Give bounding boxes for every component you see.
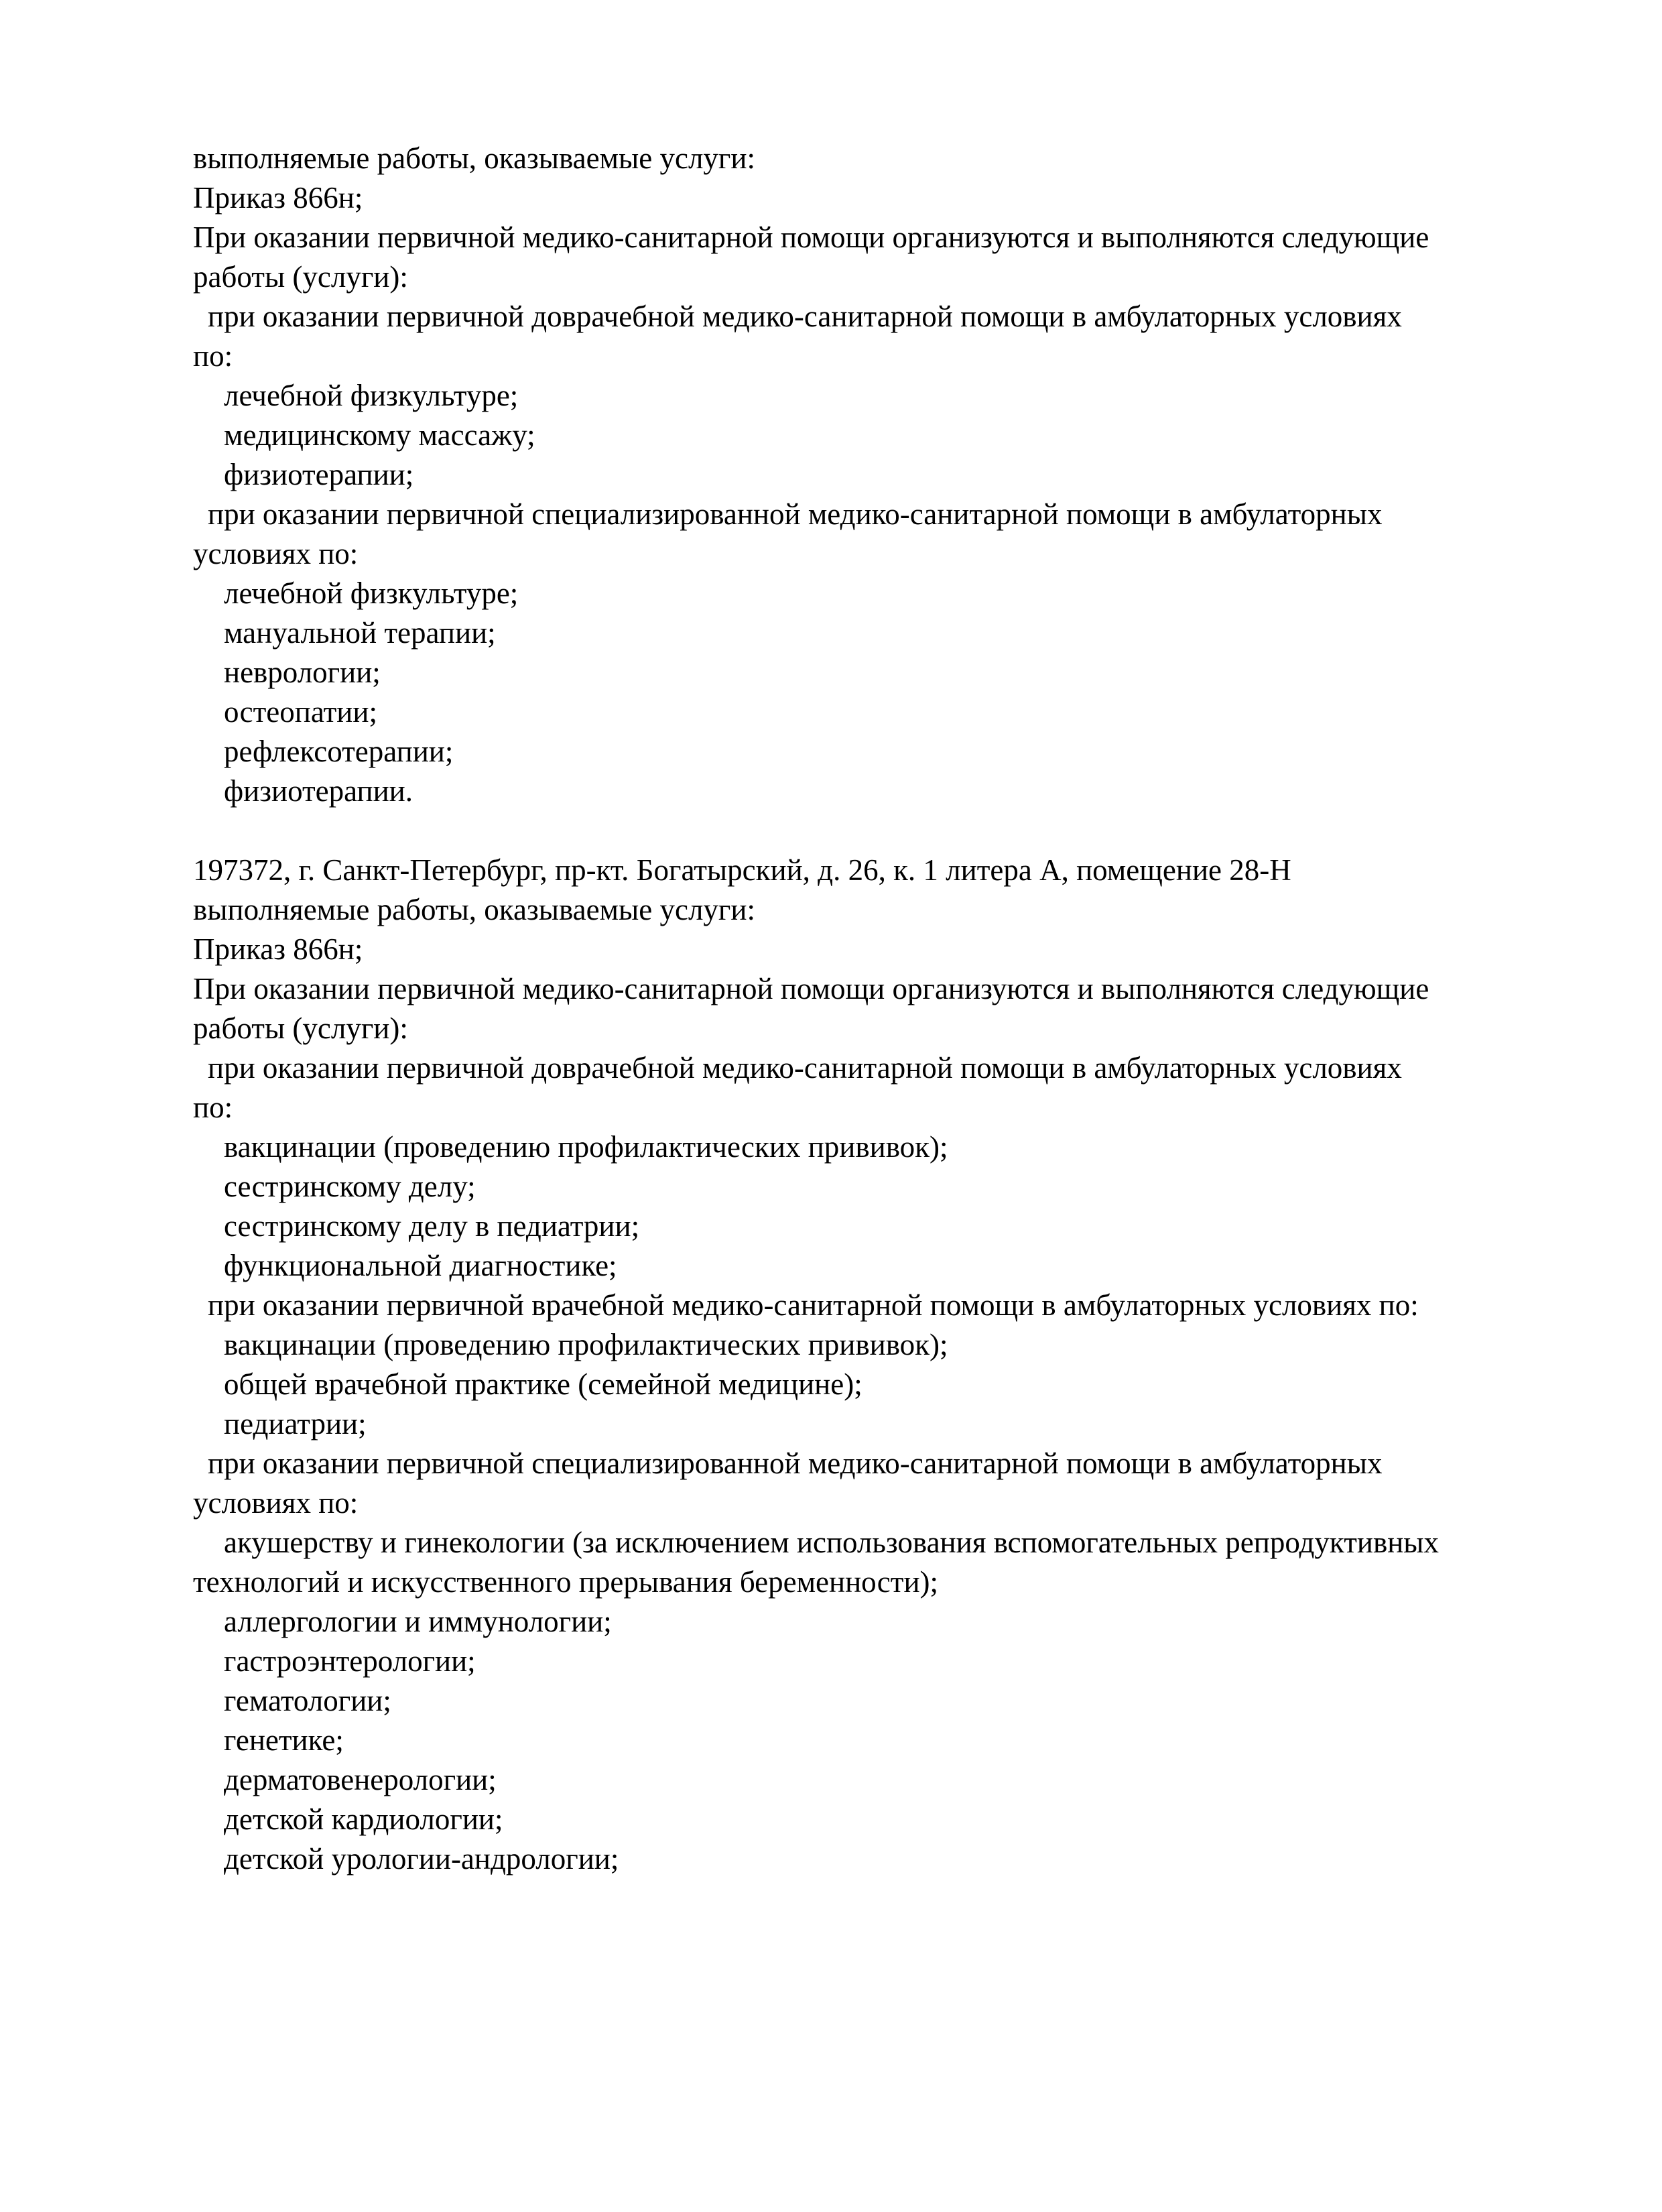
text-line: при оказании первичной доврачебной медико-санитарной помощи в амбулаторных условиях xyxy=(208,1051,1402,1085)
list-item: сестринскому делу; xyxy=(224,1170,476,1203)
list-item: физиотерапии; xyxy=(224,458,414,491)
text-line: условиях по: xyxy=(193,537,359,570)
list-item: гематологии; xyxy=(224,1684,391,1717)
text-line: При оказании первичной медико-санитарной помощи организуются и выполняются следующие xyxy=(193,221,1429,254)
text-line: при оказании первичной специализированной медико-санитарной помощи в амбулаторных xyxy=(208,497,1383,531)
blank-line xyxy=(193,811,1567,851)
document-body xyxy=(193,139,1567,1879)
list-item: вакцинации (проведению профилактических прививок); xyxy=(224,1130,948,1164)
text-line: при оказании первичной специализированной медико-санитарной помощи в амбулаторных xyxy=(208,1447,1383,1480)
text-line: технологий и искусственного прерывания беременности); xyxy=(193,1565,939,1599)
list-item: лечебной физкультуре; xyxy=(224,576,519,610)
list-item: медицинскому массажу; xyxy=(224,418,535,452)
text-line: при оказании первичной врачебной медико-санитарной помощи в амбулаторных условиях по: xyxy=(208,1288,1419,1322)
list-item: детской кардиологии; xyxy=(224,1802,503,1836)
list-item: аллергологии и иммунологии; xyxy=(224,1605,612,1638)
list-item: гастроэнтерологии; xyxy=(224,1644,476,1678)
text-line: При оказании первичной медико-санитарной помощи организуются и выполняются следующие xyxy=(193,972,1429,1005)
text-line: работы (услуги): xyxy=(193,1011,408,1045)
text-line: по: xyxy=(193,339,233,373)
list-item: педиатрии; xyxy=(224,1407,367,1440)
text-line: по: xyxy=(193,1091,233,1124)
list-item: неврологии; xyxy=(224,656,381,689)
list-item: дерматовенерологии; xyxy=(224,1763,497,1796)
text-line: при оказании первичной доврачебной медико-санитарной помощи в амбулаторных условиях xyxy=(208,300,1402,333)
list-item: общей врачебной практике (семейной медицине); xyxy=(224,1367,862,1401)
text-line: выполняемые работы, оказываемые услуги: xyxy=(193,893,755,926)
list-item: физиотерапии. xyxy=(224,774,413,808)
list-item: сестринскому делу в педиатрии; xyxy=(224,1209,640,1243)
list-item: функциональной диагностике; xyxy=(224,1249,617,1282)
list-item: акушерству и гинекологии (за исключением использования вспомогательных репродуктивных xyxy=(224,1526,1440,1559)
list-item: мануальной терапии; xyxy=(224,616,496,650)
text-line: выполняемые работы, оказываемые услуги: xyxy=(193,141,755,175)
list-item: остеопатии; xyxy=(224,695,377,729)
text-line: Приказ 866н; xyxy=(193,932,363,966)
list-item: вакцинации (проведению профилактических прививок); xyxy=(224,1328,948,1361)
text-line: условиях по: xyxy=(193,1486,359,1520)
list-item: генетике; xyxy=(224,1723,344,1757)
text-line: Приказ 866н; xyxy=(193,181,363,214)
list-item: рефлексотерапии; xyxy=(224,735,454,768)
list-item: детской урологии-андрологии; xyxy=(224,1842,619,1876)
list-item: лечебной физкультуре; xyxy=(224,379,519,412)
address-line: 197372, г. Санкт-Петербург, пр-кт. Богатырский, д. 26, к. 1 литера А, помещение 28-Н xyxy=(193,853,1291,887)
text-line: работы (услуги): xyxy=(193,260,408,294)
